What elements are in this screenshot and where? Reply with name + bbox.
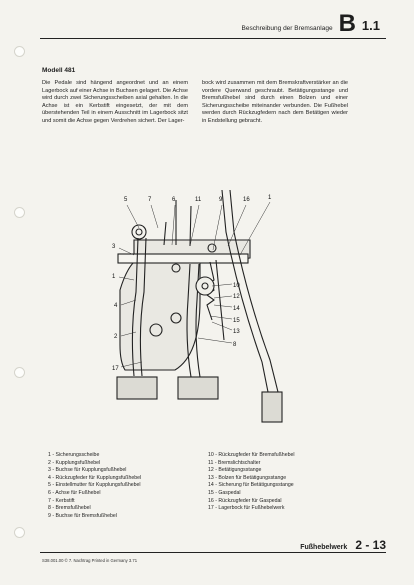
callout-4: 4 [114,303,118,309]
legend-item: 12 - Betätigungsstange [208,467,262,474]
chapter-number: 1.1 [361,18,380,33]
legend-item: 8 - Bremsfußhebel [48,505,91,512]
legend-item: 3 - Buchse für Kupplungsfußhebel [48,467,127,474]
callout-16: 16 [243,197,250,203]
callout-1-top: 1 [268,195,272,201]
legend-item: 4 - Rückzugfeder für Kupplungsfußhebel [48,474,142,481]
section-title: Fußhebelwerk [300,544,348,551]
legend-item: 14 - Sicherung für Betätigungsstange [208,482,294,489]
callout-13: 13 [233,329,240,335]
legend-item: 11 - Bremslichtschalter [208,459,261,466]
header-rule [40,38,386,39]
legend-right [208,452,295,513]
callout-11: 11 [195,197,202,203]
legend-item: 7 - Kerbstift [48,497,75,504]
legend-item: 6 - Achse für Fußhebel [48,489,101,496]
legend-item: 16 - Rückzugfeder für Gaspedal [208,497,282,504]
legend-item: 5 - Einstellmutter für Kupplungsfußhebel [48,482,141,489]
page-footer [300,538,386,552]
callout-1-left: 1 [112,274,116,280]
callout-10: 10 [233,283,240,289]
body-text-col2: bock wird zusammen mit dem Bremskraftverstärker an die vordere Querwand geschraubt. Betätigungsstange und Bremsfußhebel sind durch einen Bolzen und einer Sicherungsscheibe miteinander verbunden. Die Fußhebel werden durch Rückzugfedern nach dem Betätigen wieder in Endstellung gebracht. [202,80,348,124]
callout-17: 17 [112,366,119,372]
callout-2: 2 [114,334,118,340]
callout-15: 15 [233,318,240,324]
legend-item: 13 - Bolzen für Betätigungsstange [208,474,287,481]
callout-7: 7 [148,197,152,203]
legend-item: 9 - Buchse für Bremsfußhebel [48,512,117,519]
legend-left [48,452,141,520]
callout-12: 12 [233,294,240,300]
callout-3: 3 [112,244,116,250]
header-title: Beschreibung der Bremsanlage [241,25,333,32]
legend-item: 15 - Gaspedal [208,489,241,496]
legend-item: 10 - Rückzugfeder für Bremsfußhebel [208,452,295,458]
legend-item: 1 - Sicherungsscheibe [48,452,100,458]
callout-14: 14 [233,306,240,312]
callout-9: 9 [219,197,223,203]
pedal-assembly-drawing [0,180,414,440]
footer-rule [40,552,386,553]
page-number: 2 - 13 [355,538,386,552]
print-line: S38.001.00 © 7. Nachtrag Printed in Germany 3.71 [42,558,138,563]
legend-item: 17 - Lagerbock für Fußhebelwerk [208,505,285,512]
body-text-col1: Die Pedale sind hängend angeordnet und an einem Lagerbock auf einer Achse in Buchsen gelagert. Die Achse wird durch zwei Sicherungsscheiben axial gehalten. In die Achse ist ein Kerbstift eingesetzt, der mit dem überstehenden Teil in einem Ausschnitt im Lagerbock sitzt und somit die Achse gegen Verdrehen sichert. Der Lager- [42,80,188,124]
page-header [242,10,380,36]
chapter-letter: B [338,10,356,37]
model-heading: Modell 481 [42,67,76,74]
legend-item: 2 - Kupplungsfußhebel [48,459,101,466]
callout-8: 8 [233,342,237,348]
callout-5: 5 [124,197,128,203]
callout-6: 6 [172,197,176,203]
